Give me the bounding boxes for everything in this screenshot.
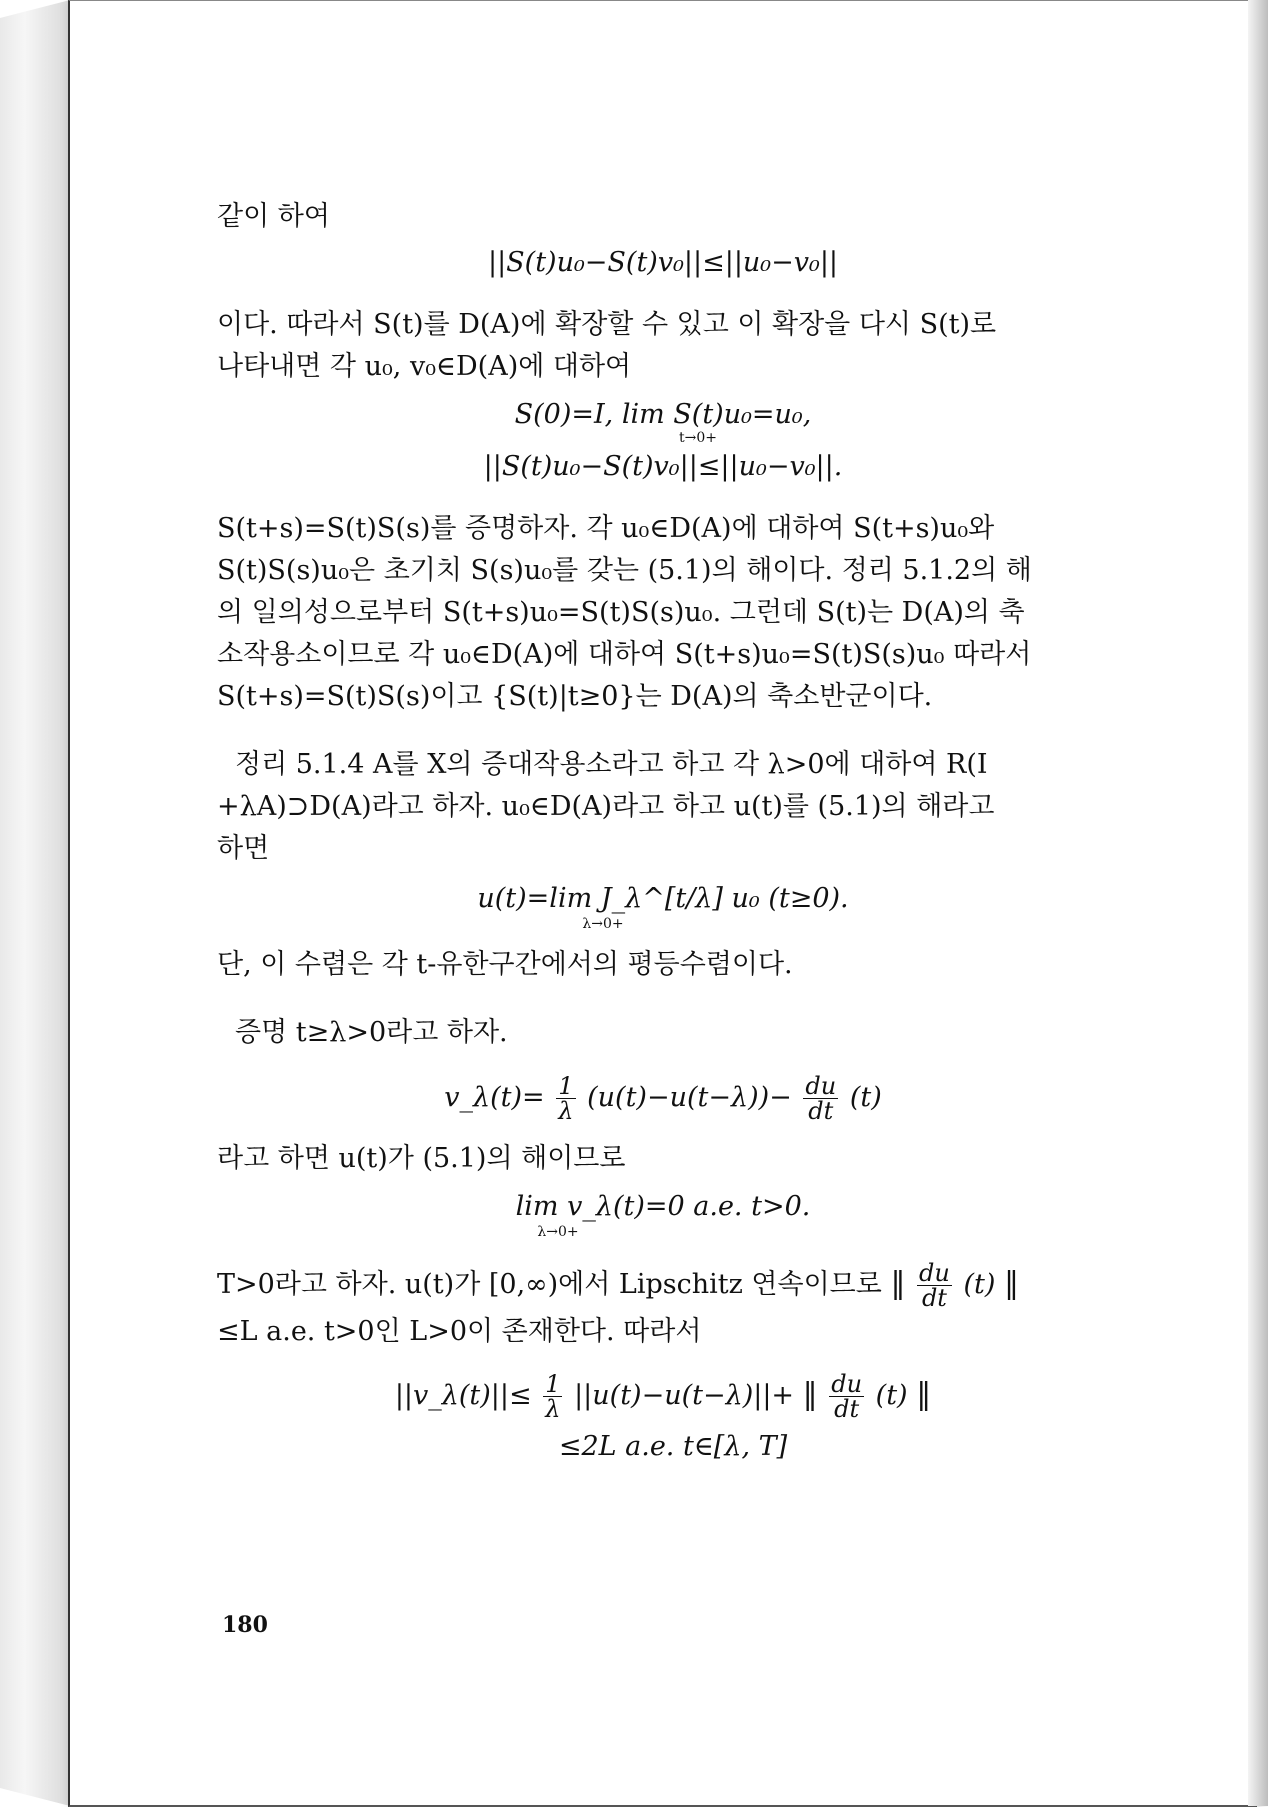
proof-line: 증명 t≥λ>0라고 하자. — [235, 1017, 508, 1048]
equation-3: u(t)=lim J_λ^[t/λ] u₀ (t≥0). — [477, 883, 849, 914]
fraction-du-dt — [803, 1074, 838, 1123]
fraction-denominator: λ — [545, 1395, 561, 1423]
line-p4: 라고 하면 u(t)가 (5.1)의 해이므로 — [217, 1143, 626, 1174]
line-p5a-text: T>0라고 하자. u(t)가 [0,∞)에서 Lipschitz 연속이므로 — [217, 1269, 882, 1300]
line-p2e: S(t+s)=S(t)S(s)이고 {S(t)|t≥0}는 D(A)의 축소반군이다. — [217, 681, 933, 712]
line-p3: 단, 이 수렴은 각 t-유한구간에서의 평등수렴이다. — [217, 949, 793, 980]
page-number: 180 — [222, 1612, 268, 1638]
fraction-denominator: λ — [558, 1097, 574, 1125]
line-p2b: S(t)S(s)u₀은 초기치 S(s)u₀를 갖는 (5.1)의 해이다. 정리 5.1.2의 해 — [217, 555, 1032, 586]
line-p2d: 소작용소이므로 각 u₀∈D(A)에 대하여 S(t+s)u₀=S(t)S(s)u₀ 따라서 — [217, 639, 1032, 670]
equation-4-middle: (u(t)−u(t−λ))− — [587, 1082, 792, 1113]
equation-6b: ≤2L a.e. t∈[λ, T] — [558, 1431, 788, 1462]
fraction-numerator: du — [805, 1072, 837, 1100]
line-p5a-tail: (t) — [963, 1269, 996, 1300]
fraction-numerator: 1 — [545, 1370, 561, 1398]
book-spine — [0, 0, 70, 1806]
fraction-du-dt — [917, 1261, 952, 1310]
fraction-1-over-lambda — [556, 1074, 575, 1123]
norm-bar-right: ‖ — [916, 1377, 932, 1412]
equation-2a-limit: t→0+ — [679, 430, 717, 446]
theorem-line-a: 정리 5.1.4 A를 X의 증대작용소라고 하고 각 λ>0에 대하여 R(I — [235, 749, 988, 780]
equation-6a-right: (t) — [875, 1380, 908, 1411]
line-p5a — [217, 1258, 1109, 1311]
line-p2c: 의 일의성으로부터 S(t+s)u₀=S(t)S(s)u₀. 그런데 S(t)는 D(A)의 축 — [217, 597, 1025, 628]
equation-4-left: v_λ(t)= — [444, 1082, 545, 1113]
equation-3-limit: λ→0+ — [582, 916, 624, 932]
line-p1a: 이다. 따라서 S(t)를 D(A)에 확장할 수 있고 이 확장을 다시 S(t)로 — [217, 309, 997, 340]
fraction-1-over-lambda — [543, 1372, 562, 1421]
equation-2b: ||S(t)u₀−S(t)v₀||≤||u₀−v₀||. — [483, 451, 843, 482]
norm-bar-left: ‖ — [890, 1266, 906, 1301]
equation-2a-text: S(0)=I, lim S(t)u₀=u₀, — [514, 399, 812, 430]
theorem-line-b: +λA)⊃D(A)라고 하자. u₀∈D(A)라고 하고 u(t)를 (5.1)의 해라고 — [217, 791, 995, 822]
page-content — [217, 196, 1109, 1468]
fraction-denominator: dt — [921, 1284, 947, 1312]
line-p1b: 나타내면 각 u₀, v₀∈D(A)에 대하여 — [217, 351, 632, 382]
equation-6a-left: ||v_λ(t)||≤ — [394, 1380, 532, 1411]
equation-5-limit: λ→0+ — [537, 1224, 579, 1240]
fraction-numerator: du — [919, 1259, 950, 1287]
line-p5b: ≤L a.e. t>0인 L>0이 존재한다. 따라서 — [217, 1316, 702, 1347]
equation-4-right: (t) — [849, 1082, 882, 1113]
equation-5: lim v_λ(t)=0 a.e. t>0. — [515, 1191, 811, 1222]
fraction-numerator: du — [831, 1370, 863, 1398]
equation-6a-middle: ||u(t)−u(t−λ)||+ — [574, 1380, 795, 1411]
norm-bar-right: ‖ — [1003, 1266, 1019, 1301]
norm-bar-left: ‖ — [802, 1377, 818, 1412]
equation-2a — [217, 400, 1109, 430]
line-p2a: S(t+s)=S(t)S(s)를 증명하자. 각 u₀∈D(A)에 대하여 S(t+s)u₀와 — [217, 513, 995, 544]
line-l1: 같이 하여 — [217, 201, 330, 232]
theorem-line-c: 하면 — [217, 833, 270, 864]
equation-6a — [217, 1365, 1109, 1426]
fraction-numerator: 1 — [558, 1072, 574, 1100]
fraction-du-dt — [829, 1372, 864, 1421]
page-edge — [1248, 0, 1268, 1806]
fraction-denominator: dt — [834, 1395, 860, 1423]
fraction-denominator: dt — [808, 1097, 834, 1125]
equation-4 — [217, 1068, 1109, 1128]
equation-1: ||S(t)u₀−S(t)v₀||≤||u₀−v₀|| — [487, 247, 839, 278]
